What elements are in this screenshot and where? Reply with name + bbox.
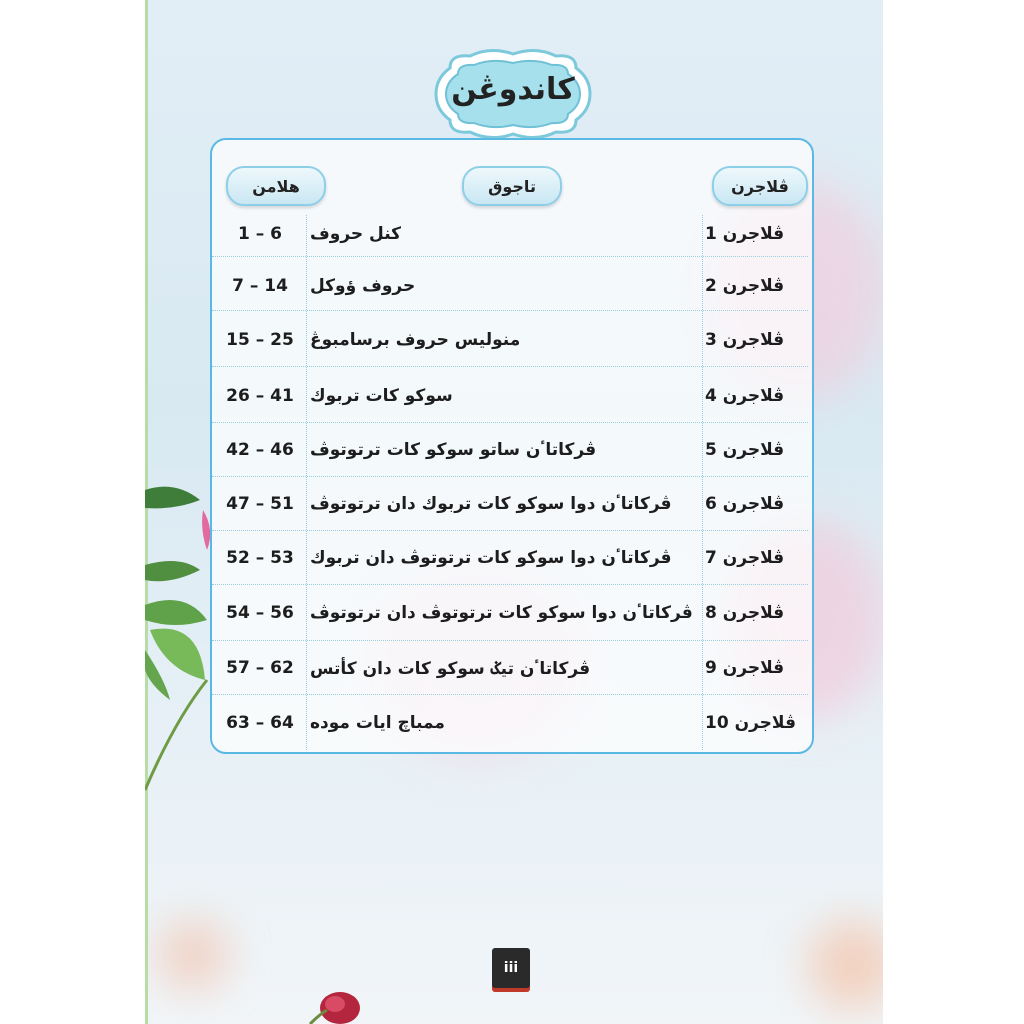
row-divider: [212, 310, 808, 311]
toc-row: [210, 424, 810, 476]
row-divider: [212, 530, 808, 531]
chapter-topic: ڤركاتاٴن تيݢ سوكو كات دان كأتس: [310, 658, 591, 679]
chapter-number: ڤلاجرن 1: [705, 224, 785, 244]
page-number: iii: [492, 948, 530, 988]
chapter-topic: ڤركاتاٴن دوا سوكو كات ترتوتوڤ دان ترتوتوڤ: [310, 603, 693, 623]
page-range: 15 – 25: [226, 330, 294, 350]
toc-row: [210, 478, 810, 530]
chapter-number: ڤلاجرن 6: [705, 494, 785, 514]
chapter-topic: ممباچ ايات موده: [310, 713, 445, 733]
page-range: 54 – 56: [226, 603, 294, 623]
row-divider: [212, 256, 808, 257]
page-range: 7 – 14: [232, 276, 288, 296]
row-divider: [212, 476, 808, 477]
column-header-page: هلامن: [226, 166, 326, 206]
toc-row: [210, 698, 810, 748]
column-header-chapter: ڤلاجرن: [712, 166, 808, 206]
decor-flower-bottom-left: [158, 920, 228, 990]
chapter-number: ڤلاجرن 10: [705, 713, 796, 733]
toc-row: [210, 212, 810, 256]
page-range: 52 – 53: [226, 548, 294, 568]
decor-flower-bottom-right: [808, 920, 883, 1010]
toc-row: [210, 370, 810, 422]
chapter-topic: سوكو كات تربوك: [310, 386, 453, 406]
chapter-number: ڤلاجرن 2: [705, 276, 785, 296]
toc-row: [210, 532, 810, 584]
chapter-number: ڤلاجرن 8: [705, 603, 785, 623]
column-header-topic: تاجوق: [462, 166, 562, 206]
chapter-number: ڤلاجرن 4: [705, 386, 785, 406]
toc-row: [210, 642, 810, 694]
chapter-topic: كنل حروف: [310, 224, 402, 244]
flower-bud-bottom: [305, 980, 365, 1024]
page-title: كاندوڠن: [451, 72, 575, 107]
page-range: 57 – 62: [226, 658, 294, 678]
page-range: 1 – 6: [238, 224, 282, 244]
page-range: 47 – 51: [226, 494, 294, 514]
row-divider: [212, 366, 808, 367]
row-divider: [212, 694, 808, 695]
page-range: 26 – 41: [226, 386, 294, 406]
chapter-number: ڤلاجرن 5: [705, 440, 785, 460]
chapter-number: ڤلاجرن 3: [705, 330, 785, 350]
chapter-topic: ڤركاتاٴن دوا سوكو كات تربوك دان ترتوتوڤ: [310, 494, 672, 514]
row-divider: [212, 584, 808, 585]
row-divider: [212, 422, 808, 423]
chapter-topic: منوليس حروف برسامبوڠ: [310, 330, 521, 350]
title-badge: [430, 48, 596, 140]
page-range: 42 – 46: [226, 440, 294, 460]
page-range: 63 – 64: [226, 713, 294, 733]
chapter-number: ڤلاجرن 9: [705, 658, 785, 678]
chapter-topic: ڤركاتاٴن ساتو سوكو كات ترتوتوڤ: [310, 440, 597, 460]
chapter-number: ڤلاجرن 7: [705, 548, 785, 568]
chapter-topic: ڤركاتاٴن دوا سوكو كات ترتوتوڤ دان تربوك: [310, 548, 672, 568]
toc-row: [210, 262, 810, 310]
toc-row: [210, 314, 810, 366]
toc-row: [210, 586, 810, 640]
row-divider: [212, 640, 808, 641]
chapter-topic: حروف ؤوكل: [310, 276, 416, 296]
